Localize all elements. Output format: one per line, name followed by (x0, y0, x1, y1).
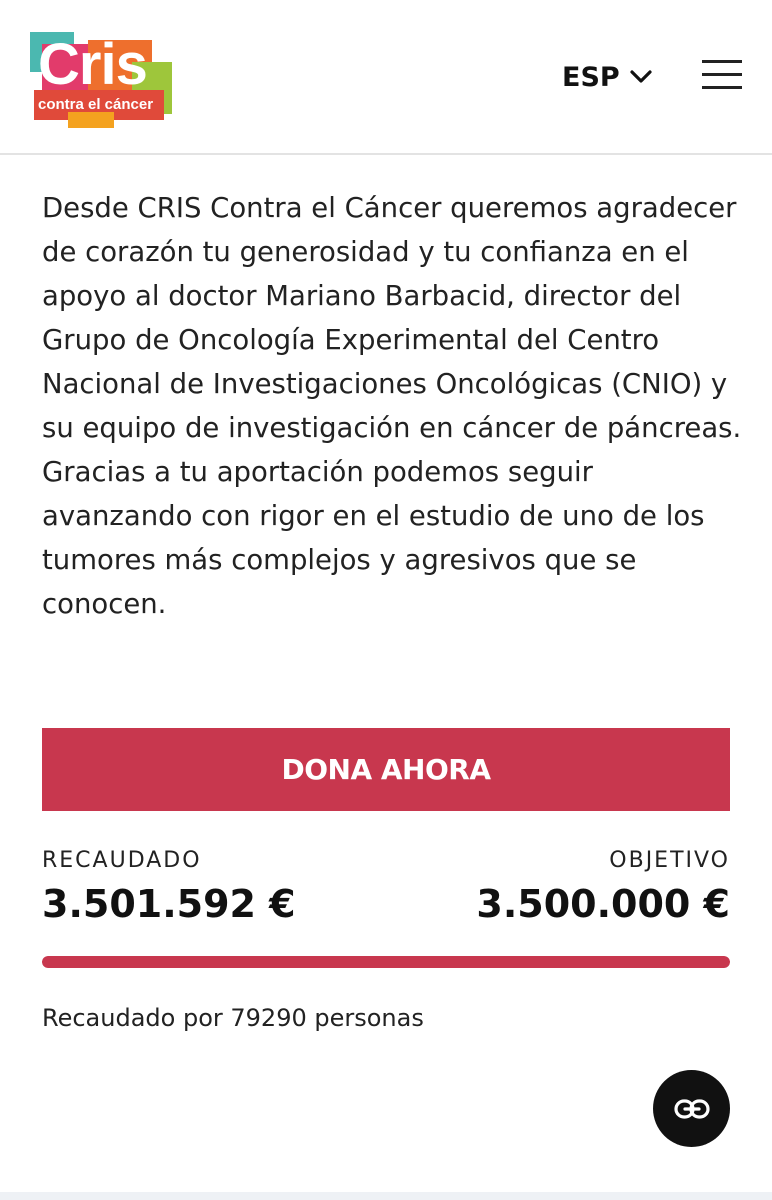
funding-progress-fill (42, 956, 730, 968)
hamburger-menu-icon[interactable] (702, 58, 744, 92)
campaign-description: Desde CRIS Contra el Cáncer queremos agradecer de corazón tu generosidad y tu confianza en el apoyo al doctor Mariano Barbacid, director del Grupo de Oncología Experimental del Centro Nacional de Investigaciones Oncológicas (CNIO) y su equipo de investigación en cáncer de páncreas. Gracias a tu aportación podemos seguir avanzando con rigor en el estudio de uno de los tumores más complejos y agresivos que se conocen. (42, 192, 742, 620)
raised-amount: 3.501.592 € (42, 882, 296, 926)
logo-shape-yellow (68, 112, 114, 128)
donor-count-text: Recaudado por 79290 personas (42, 1004, 424, 1032)
share-link-button[interactable] (653, 1070, 730, 1147)
raised-label: RECAUDADO (42, 848, 202, 873)
site-header (0, 0, 772, 155)
funding-progress-bar (42, 956, 730, 968)
language-label: ESP (562, 61, 620, 93)
cris-logo[interactable] (28, 30, 174, 132)
donate-now-button[interactable]: DONA AHORA (42, 728, 730, 811)
language-selector[interactable] (562, 60, 652, 94)
chevron-down-icon (630, 70, 652, 84)
goal-label: OBJETIVO (609, 848, 730, 873)
goal-amount: 3.500.000 € (476, 882, 730, 926)
logo-word: Cris (38, 32, 147, 97)
bottom-strip (0, 1192, 772, 1200)
link-icon (674, 1099, 710, 1119)
logo-tagline: contra el cáncer (38, 96, 154, 113)
